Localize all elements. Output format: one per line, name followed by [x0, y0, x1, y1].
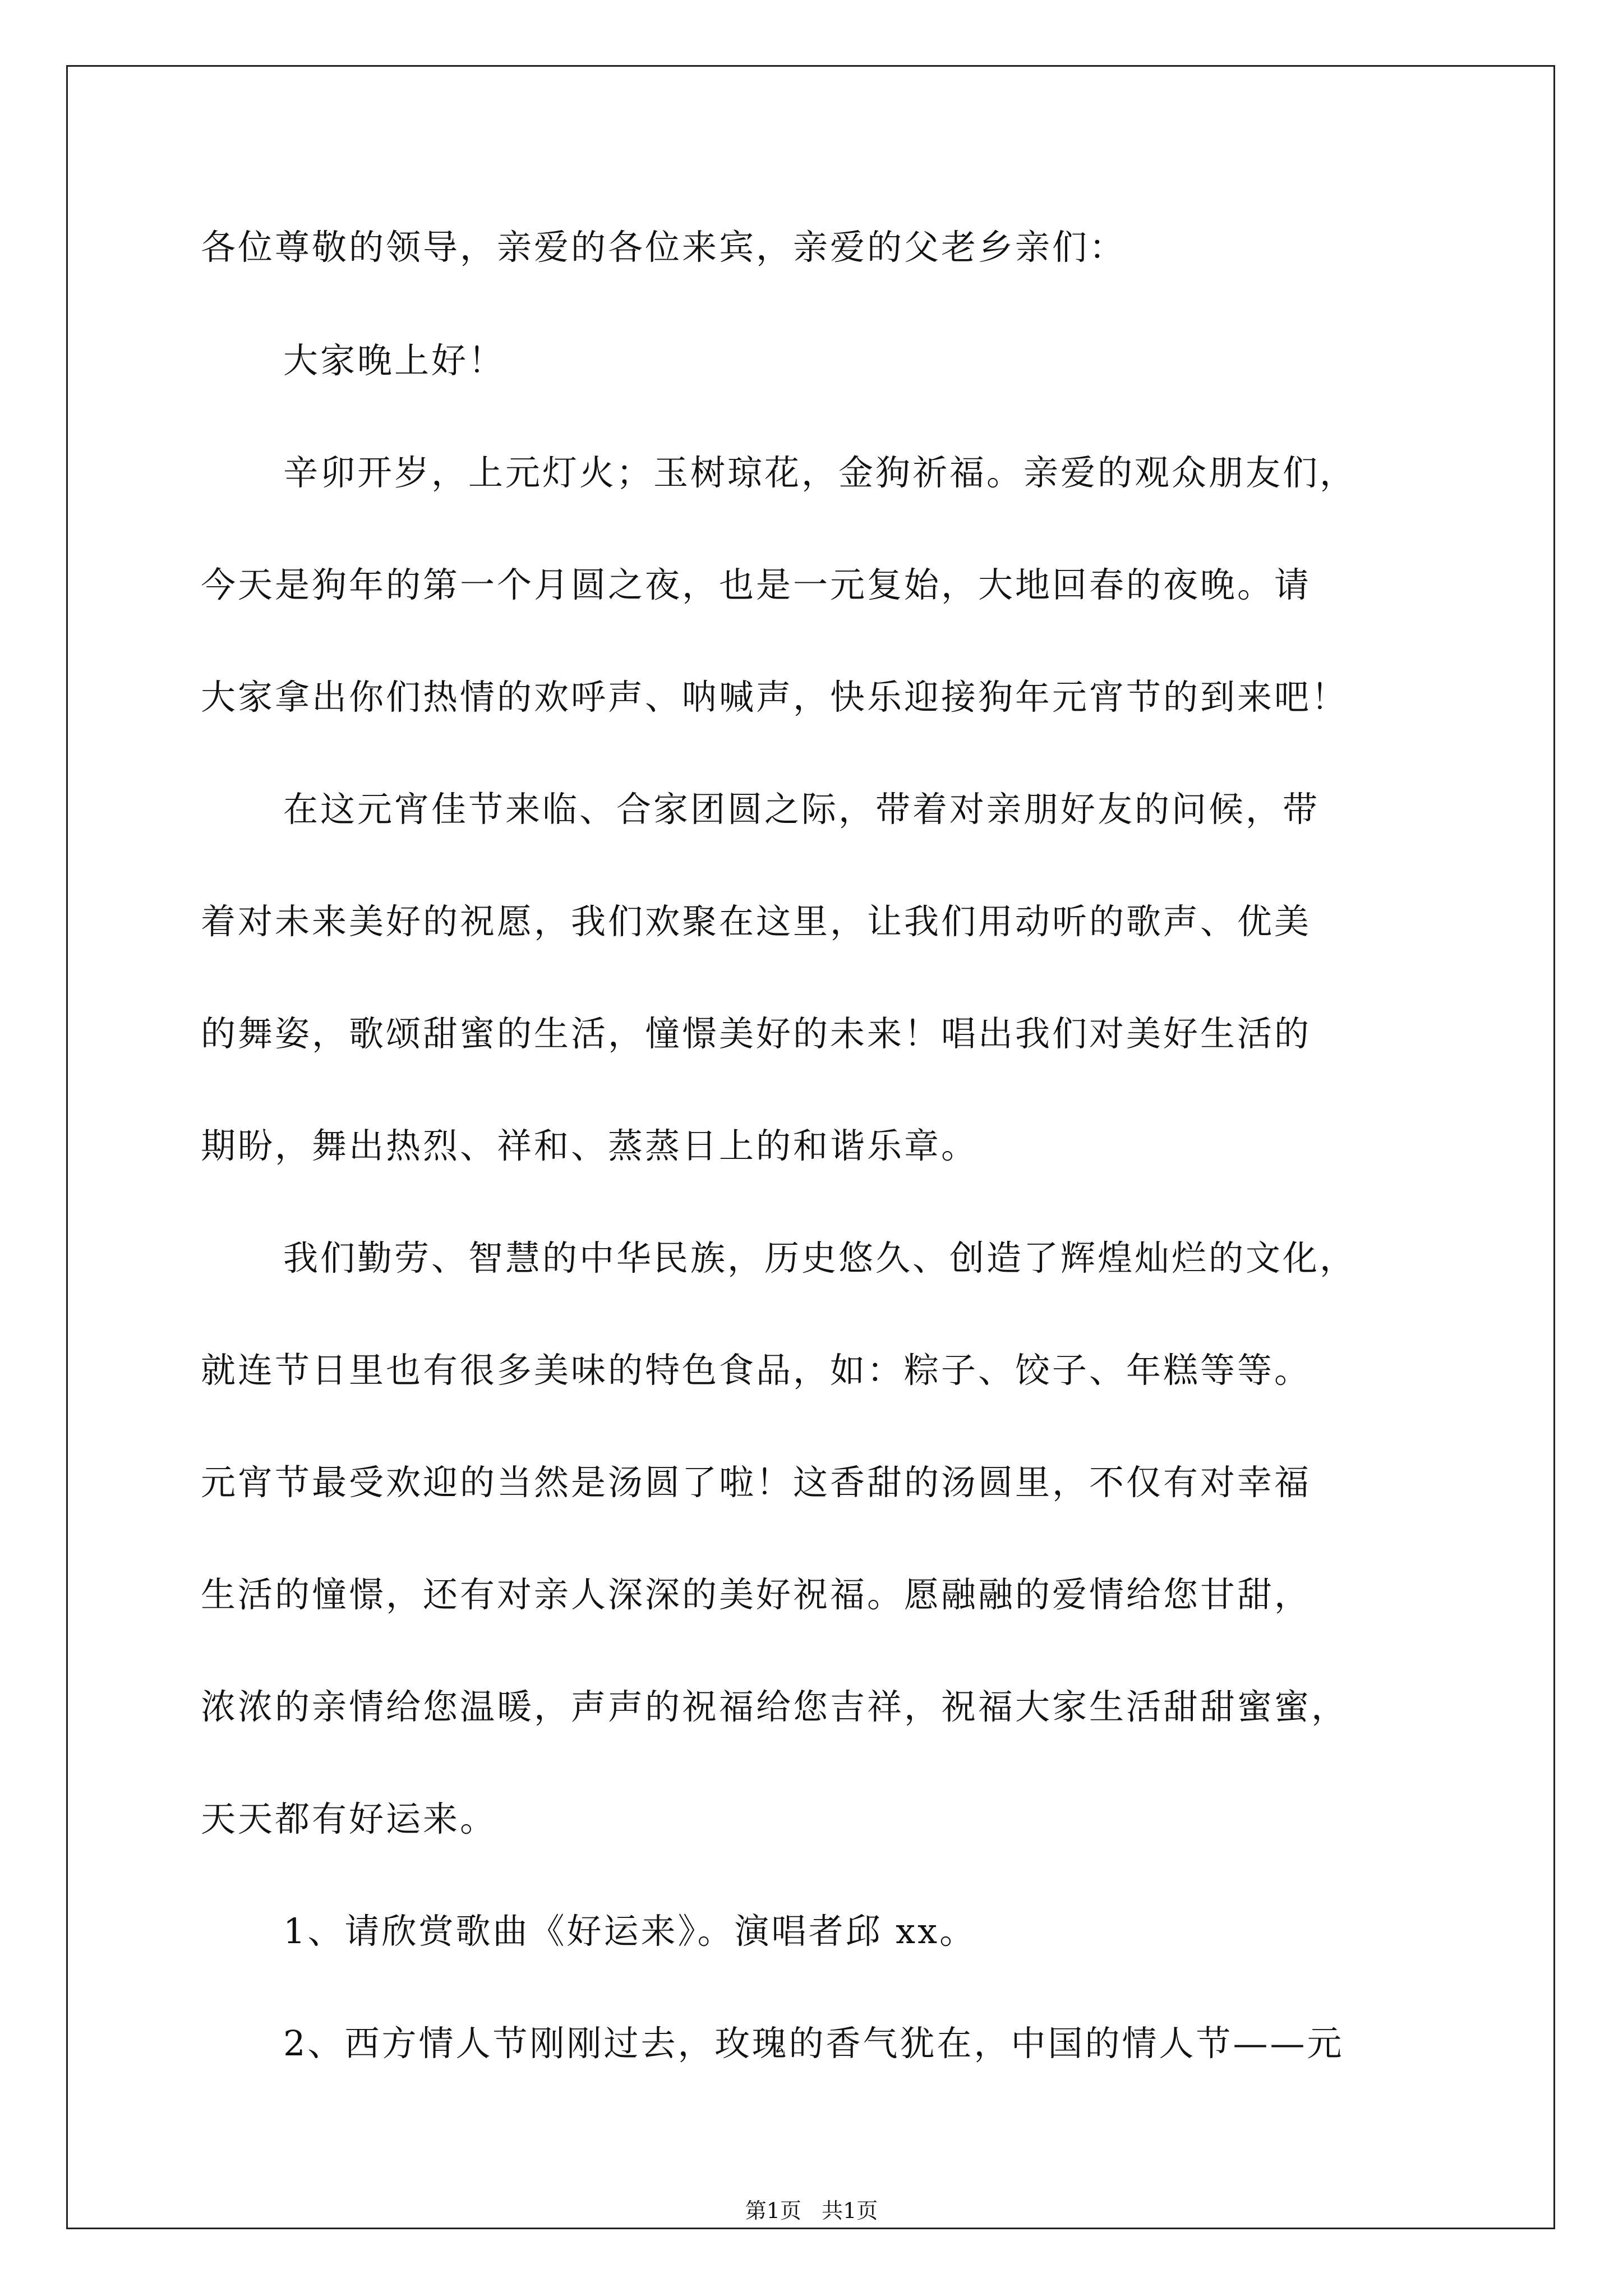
paragraph-line: 辛卯开岁，上元灯火；玉树琼花，金狗祈福。亲爱的观众朋友们， [283, 452, 1357, 493]
list-item: 1、请欣赏歌曲《好运来》。演唱者邱 xx。 [283, 1911, 977, 1952]
paragraph-line: 生活的憧憬，还有对亲人深深的美好祝福。愿融融的爱情给您甘甜， [201, 1574, 1312, 1615]
paragraph-line: 今天是狗年的第一个月圆之夜，也是一元复始，大地回春的夜晚。请 [201, 564, 1312, 605]
greeting-line: 各位尊敬的领导，亲爱的各位来宾，亲爱的父老乡亲们： [201, 227, 1127, 268]
paragraph-line: 大家拿出你们热情的欢呼声、呐喊声，快乐迎接狗年元宵节的到来吧！ [201, 677, 1349, 717]
list-item: 2、西方情人节刚刚过去，玫瑰的香气犹在，中国的情人节——元 [283, 2023, 1344, 2064]
paragraph-line: 就连节日里也有很多美味的特色食品，如：粽子、饺子、年糕等等。 [201, 1350, 1312, 1391]
paragraph-line: 天天都有好运来。 [201, 1798, 497, 1839]
paragraph-line: 的舞姿，歌颂甜蜜的生活，憧憬美好的未来！唱出我们对美好生活的 [201, 1013, 1312, 1054]
paragraph-line: 在这元宵佳节来临、合家团圆之际，带着对亲朋好友的问候，带 [283, 789, 1320, 830]
paragraph-line: 元宵节最受欢迎的当然是汤圆了啦！这香甜的汤圆里，不仅有对幸福 [201, 1462, 1312, 1503]
page-footer [0, 2200, 1623, 2221]
paragraph-line: 期盼，舞出热烈、祥和、蒸蒸日上的和谐乐章。 [201, 1125, 979, 1166]
opening-line: 大家晚上好！ [283, 340, 506, 381]
page-number: 第1页 [745, 2198, 801, 2223]
paragraph-line: 浓浓的亲情给您温暖，声声的祝福给您吉祥，祝福大家生活甜甜蜜蜜， [201, 1686, 1349, 1727]
page-total: 共1页 [822, 2198, 878, 2223]
paragraph-line: 我们勤劳、智慧的中华民族，历史悠久、创造了辉煌灿烂的文化， [283, 1237, 1357, 1278]
paragraph-line: 着对未来美好的祝愿，我们欢聚在这里，让我们用动听的歌声、优美 [201, 901, 1312, 942]
